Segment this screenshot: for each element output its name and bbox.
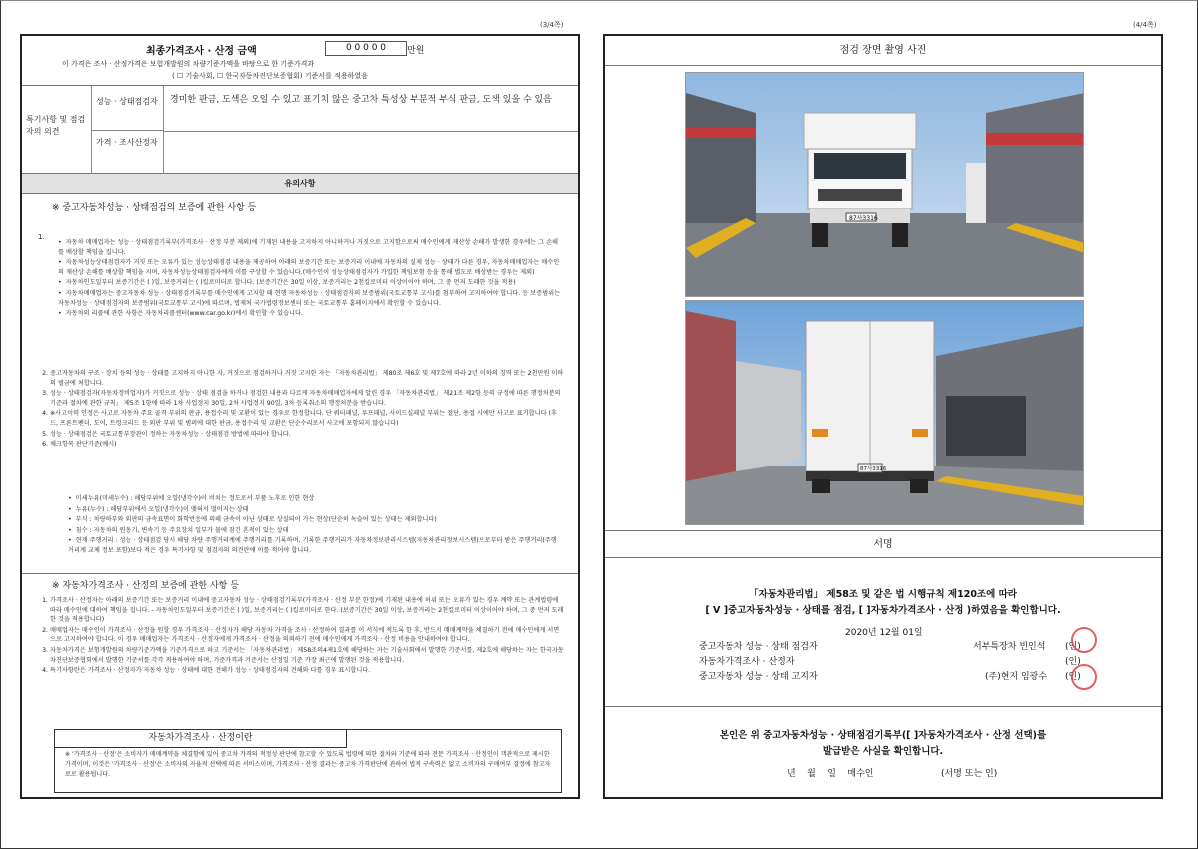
signer-1-role: 중고자동차 성능 · 상태 점검자 — [699, 642, 818, 652]
plate-rear: 87사3316 — [860, 466, 887, 472]
notice-item: 3. 성능 · 상태점검자(자동차정비업자)가 거짓으로 성능 · 상태 점검을 하거나 점검한 내용과 다르게 자동차매매업자에게 알린 경우 「자동차관리법」 제21조 제2항 등의 규정에 따른 행정처분의 기준과 절차에 관한 규칙」 제5조 1항에 따라 1차 사업정지 30일, 2차 사업정지 90일, 3차 등록취소의 행정처분을 받습니다. — [50, 389, 564, 408]
criteria-item: • 부식 : 차량하부와 외판의 금속표면이 화학반응에 의해 금속이 아닌 상태로 상실되어 가는 현상(단순히 녹슬어 있는 상태는 제외합니다) — [68, 515, 562, 525]
price-label: 가격 · 조사산정자 — [92, 131, 164, 174]
page-number-right: (4/4쪽) — [1133, 21, 1157, 29]
signer-3-role: 중고자동차 성능 · 상태 고지자 — [699, 672, 818, 682]
notice-section-2 — [22, 574, 578, 798]
confirm-line-1: 본인은 위 중고자동차성능 · 상태점검기록부([ ]자동차가격조사 · 산정 선택)를 — [719, 730, 1047, 741]
notice-bullet: • 자동차 매매업자는 성능 · 상태점검기록부(가격조사 · 산정 부분 제외)에 기재된 내용을 고지하지 아니하거나 거짓으로 고지함으로써 매수인에게 재산상 손해가 발생한 경우에는 그 손해를 배상할 책임을 집니다. — [58, 238, 563, 257]
criteria-item: • 누유(누수) : 해당부위에서 오일(냉각수)이 맺혀서 떨어지는 상태 — [68, 505, 562, 515]
section1-criteria-list — [68, 494, 562, 557]
opinion-table — [22, 86, 578, 174]
final-price-section — [22, 36, 578, 86]
section2-title: ※ 자동차가격조사 · 산정의 보증에 관한 사항 등 — [52, 581, 239, 591]
page-number-left: (3/4쪽) — [540, 21, 564, 29]
criteria-item: • 미세누유(미세누수) : 해당부위에 오일(냉각수)이 비치는 정도로서 부품 노후로 인한 현상 — [68, 494, 562, 504]
basis-text: 이 가격은 조사 · 산정가격은 보험개발원의 차량기준가액을 바탕으로 한 기준가격과 — [62, 60, 315, 68]
law-line-1: 「자동차관리법」 제58조 및 같은 법 시행규칙 제120조에 따라 — [749, 589, 1017, 600]
notice-item: 6. 체크항목 판단기준(예시) — [50, 440, 564, 450]
notice-bullet: • 자동차매매업자는 중고자동차 성능 · 상태점검기록부를 매수인에게 고지할 때 현행 자동차성능 · 상태점검자의 보증범위(국토교통부 고시)를 첨부하여 고지하여야 합니다. 등 보증범위는 자동차성능 · 상태점검자의 보증범위(국토교통부 고시)에 따르며, 법제처 국가법령정보센터 또는 국토교통부 홈페이지에서 확인할 수 있습니다. — [58, 289, 563, 308]
inspection-photo-front — [685, 72, 1084, 297]
section1-bullet-list — [58, 238, 563, 320]
signer-3-name: (주)현지 임광수 — [985, 672, 1048, 682]
notice-bullet: • 자동차인도일부터 보증기간은 ( )일, 보증거리는 ( )킬로미터로 합니다. (보증기간은 30일 이상, 보증거리는 2천킬로미터 이상이어야 하며, 그 중 먼저 도래한 것을 적용) — [58, 278, 563, 288]
inspection-photo-rear — [685, 300, 1084, 525]
perf-label: 성능 · 상태점검자 — [92, 86, 164, 131]
sign-section-title: 서명 — [605, 530, 1161, 558]
signer-2-seal: (인) — [1065, 657, 1081, 667]
price-notice-item: 2. 매매업자는 매수인이 가격조사 · 산정을 원할 경우 가격조사 · 산정자가 해당 자동차 가격을 조사 · 산정하여 결과를 이 서식에 적도록 한 후, 반드시 매매계약을 체결하기 전에 매수인에게 서면으로 고지하여야 합니다. 이 경우 매매업자는 가격조사 · 산정자에게 가격조사 · 산정을 의뢰하기 전에 매수인에게 가격조사 · 산정 비용을 안내하여야 합니다. — [50, 626, 564, 645]
basis-options: ( ☐ 기술사회, ☐ 한국자동차진단보증협회) 기준서를 적용하였음 — [172, 72, 368, 80]
opinion-label: 특기사항 및 점검자의 의견 — [22, 86, 92, 174]
section1-item-number: 1. — [38, 233, 45, 241]
notice-bullet: • 자동차성능상태점검자가 거짓 또는 오류가 있는 성능상태점검 내용을 제공하여 아래의 보증기간 또는 보증거리 이내에 자동차의 실제 성능 · 상태가 다른 경우, 자동차매매업자는 매수인의 재산상 손해를 배상할 책임을 지며, 자동차성능상태점검자에게 이를 구상할 수 있습니다.(매수인이 성능상태점검자가 가입한 책임보험 등을 통해 별도로 배상받는 경우는 제외) — [58, 258, 563, 277]
seal-stamp-3 — [1071, 664, 1097, 690]
notice-item: 4. ※사고이력 인정은 사고로 자동차 주요 골격 부위의 판금, 용접수리 및 교환이 있는 경우로 한정합니다. 단 쿼터패널, 루프패널, 사이드실패널 부위는 절단, 용접 시에만 사고로 표기합니다 (후드, 프론트펜더, 도어, 트렁크리드 등 외판 부위 및 범퍼에 대한 판금, 용접수리 및 교환은 단순수리로서 사고에 포함되지 않습니다) — [50, 409, 564, 428]
notice-bullet: • 자동차의 리콜에 관한 사항은 자동차리콜센터(www.car.go.kr)에서 확인할 수 있습니다. — [58, 309, 563, 319]
signer-2-role: 자동차가격조사 · 산정자 — [699, 657, 795, 667]
sign-date: 2020년 12월 01일 — [845, 628, 923, 638]
price-notice-item: 1. 가격조사 · 산정자는 아래의 보증기간 또는 보증거리 이내에 중고자동차 성능 · 상태점검기록부(가격조사 · 산정 부분 한정)에 기재된 내용에 허위 또는 오류가 있는 경우 계약 또는 관계법령에 따라 매수인에 대하여 책임을 집니다. - 자동차인도일부터 보증기간은 ( )일, 보증거리는 ( )킬로미터로 한다. (보증기간은 30일 이상, 보증거리는 2천킬로미터 이상이어야 하며, 그 중 먼저 도래한 것을 적용합니다) — [50, 596, 564, 625]
confirm-line-2: 발급받은 사실을 확인합니다. — [822, 746, 944, 757]
buyer-sign: (서명 또는 인) — [941, 769, 998, 779]
criteria-item: • 침수 : 자동차의 원동기, 변속기 등 주요장치 일부가 물에 잠긴 흔적이 있는 상태 — [68, 526, 562, 536]
signer-1-seal: (인) — [1065, 642, 1081, 652]
signer-1-name: 서부특장차 빈인석 — [973, 642, 1046, 652]
photo-section-title: 점검 장면 촬영 사진 — [605, 36, 1161, 66]
final-price-title: 최종가격조사 · 산정 금액 — [146, 46, 257, 57]
notice-item: 2. 중고자동차의 구조 · 장치 등의 성능 · 상태를 고지하지 아니한 자, 거짓으로 점검하거나 거짓 고지한 자는 「자동차관리법」 제80조 제6호 및 제7호에 따라 2년 이하의 징역 또는 2천만원 이하의 벌금에 처합니다. — [50, 369, 564, 388]
price-notice-item: 4. 특기사항란은 가격조사 · 산정자가 자동차 성능 · 상태에 대한 견해가 성능 · 상태점검자의 견해와 다를 경우 표시합니다. — [50, 666, 564, 676]
price-survey-box — [54, 729, 562, 793]
seal-stamp-1 — [1071, 627, 1097, 653]
price-survey-box-title: 자동차가격조사 · 산정이란 — [55, 730, 347, 748]
amount-unit: 만원 — [407, 46, 425, 56]
price-survey-box-text: ※ '가격조사 · 산정'은 소비자가 매매계약을 체결함에 있어 중고차 가격의 적정성 판단에 참고할 수 있도록 법령에 의한 절차와 기준에 따라 전문 가격조사 · 산정인이 객관적으로 제시한 가격이며, 이것은 '가격조사 · 산정'은 소비자의 자율적 선택에 따른 서비스이며, 가격조사 · 산정 결과는 중고차 가격판단에 관하여 법적 구속력은 없고 소비자의 구매여부 결정에 참고자료로 활용됩니다. — [65, 751, 551, 778]
page-4 — [603, 34, 1163, 799]
notice-header: 유의사항 — [22, 174, 578, 194]
price-notice-item: 3. 자동차가격은 보험개발원의 차량기준가액을 기준가격으로 하고 기준서는 「자동차관리법」 제58조의4제1호에 해당하는 자는 기술사회에서 발행한 기준서를, 제2호에 해당하는 자는 한국자동차진단보증협회에서 발행한 기준서를 각각 적용하여야 하며, 기준가격과 기준서는 산정일 기준 가장 최근에 발행된 것을 적용합니다. — [50, 646, 564, 665]
buyer-line: 년 월 일 매수인 — [787, 769, 874, 779]
section1-title: ※ 중고자동차성능 · 상태점검의 보증에 관한 사항 등 — [52, 203, 257, 213]
amount-field: 0 0 0 0 0 — [325, 41, 407, 56]
perf-opinion-text: 경미한 판금, 도색은 오일 수 있고 표기치 않은 중고차 특성상 부분적 부식 판금, 도색 있을 수 있음 — [170, 95, 552, 105]
notice-item: 5. 성능 · 상태점검은 국토교통부장관이 정하는 자동차성능 · 상태점검 방법에 따라야 합니다. — [50, 430, 564, 440]
signer-3-seal: (인) — [1065, 672, 1081, 682]
plate-front: 87사3316 — [849, 215, 878, 222]
page-3 — [20, 34, 580, 799]
notice-section-1 — [22, 194, 578, 574]
section2-numbered-list — [34, 596, 564, 677]
section1-numbered-list — [34, 369, 564, 451]
criteria-item: • 현재 주행거리 : 성능 · 상태점검 당시 해당 차량 주행거리계에 주행거리를 기록하며, 기록한 주행거리가 자동차정보관리시스템(자동차관리정보시스템)으로부터 받은 주행거리(주행거리계 교체 정보 포함)보다 적은 경우 특기사항 및 점검자의 의견란에 이를 적어야 합니다. — [68, 536, 562, 555]
law-line-2: [ V ]중고자동차성능 · 상태를 점검, [ ]자동차가격조사 · 산정 )하였음을 확인합니다. — [705, 605, 1061, 616]
